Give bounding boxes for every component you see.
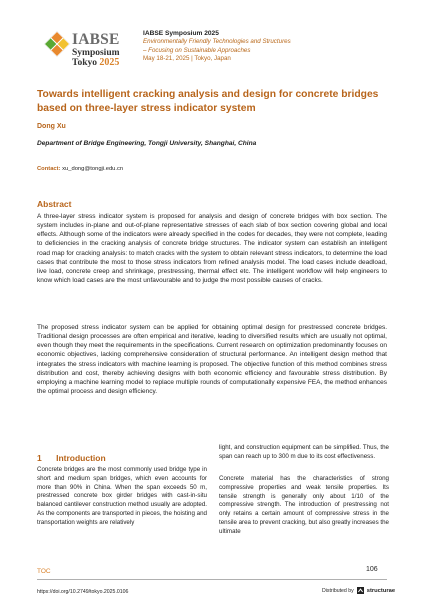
contact-email[interactable]: xu_dong@tongji.edu.cn xyxy=(62,166,124,172)
intro-right-paragraph-2: Concrete material has the characteristics of strong compressive properties and weak tensile properties. Its tensile strength is generally only about 1/10 of the compressive strength. The introduction of prestressing not only retains a certain amount of compressive stress in the tensile area to prevent cracking, but also greatly increases the ultimate xyxy=(219,475,389,535)
distributor-name[interactable]: structurae xyxy=(366,587,396,594)
conference-info xyxy=(143,30,403,63)
logo-iabse-text: IABSE xyxy=(72,31,120,48)
paper-author: Dong Xu xyxy=(37,123,66,130)
logo-year: 2025 xyxy=(99,57,120,68)
logo-symposium-text: Symposium xyxy=(72,47,120,58)
conference-theme-line1: Environmentally Friendly Technologies and Structures xyxy=(143,38,291,46)
abstract-paragraph-1: A three-layer stress indicator system is proposed for analysis and design of concrete bridges with box section. The system includes in-plane and out-of-plane representative stresses of each slab of box section covering global and local effects. Although some of the indicators were already specified in the codes for decades, they were not complete, leading to deficiencies in the cracking analysis of concrete bridge structures. The indicator system can establish an intelligent road map for cracking analysis: to match cracks with the system to obtain relevant stress indicators, to determine the load cases that contribute the most to those stress indicators from refined analysis model. The load cases include deadload, live load, concrete creep and shrinkage, prestressing, thermal effect etc. The intelligent workflow will help engineers to know which load cases are the most unfavourable and to judge the most possible causes of cracks. xyxy=(37,213,387,285)
page-number: 106 xyxy=(366,566,378,573)
symposium-logo xyxy=(72,32,132,69)
logo-city-year xyxy=(72,58,132,69)
structurae-logo-icon xyxy=(357,587,364,594)
section-title: Introduction xyxy=(56,453,106,463)
distributed-by xyxy=(322,587,395,594)
section-number: 1 xyxy=(37,453,42,463)
conference-theme-line2: – Focusing on Sustainable Approaches xyxy=(143,46,251,54)
intro-right-paragraph-1: light, and construction equipment can be simplified. Thus, the span can reach up to 300 m due to its cost effectiveness. xyxy=(219,444,389,460)
footer-divider xyxy=(37,579,387,580)
paper-title: Towards intelligent cracking analysis and design for concrete bridges based on three-layer stress indicator system xyxy=(37,89,379,114)
conference-title: IABSE Symposium 2025 xyxy=(143,30,219,37)
intro-left-column: Concrete bridges are the most commonly used bridge type in short and medium span bridges, which even accounts for more than 90% in China. When the span exceeds 50 m, prestressed concrete box girder bridges with cast-in-situ balanced cantilever construction method usually are adopted. As the components are transported in pieces, the hoisting and transportation weights are relatively xyxy=(37,466,207,526)
logo-city: Tokyo xyxy=(72,58,97,68)
contact-line xyxy=(37,166,123,172)
abstract-paragraph-2: The proposed stress indicator system can be applied for obtaining optimal design for prestressed concrete bridges. Traditional design processes are often empirical and iterative, leading to diversified results which are usually not optimal, even though they meet the requirements in the specifications. Current research on optimization predominantly focuses on economic objectives, lacking comprehensive consideration of structural performance. An intelligent design method that integrates the stress indicators with machine learning is proposed. The objective function of this method combines stress distribution and cost, thereby achieving designs with both economic efficiency and favourable stress distribution. By employing a machine learning model to replace multiple rounds of computationally expensive FEA, the method enhances the optimal process and design efficiency. xyxy=(37,324,387,396)
toc-link[interactable]: TOC xyxy=(37,568,51,575)
conference-date-place: May 18-21, 2025 | Tokyo, Japan xyxy=(143,54,231,62)
contact-label: Contact: xyxy=(37,166,61,172)
author-affiliation: Department of Bridge Engineering, Tongji University, Shanghai, China xyxy=(37,140,257,147)
iabse-logo-icon xyxy=(43,30,71,58)
doi-link[interactable]: https://doi.org/10.2749/tokyo.2025.0106 xyxy=(37,589,129,595)
abstract-heading: Abstract xyxy=(37,199,72,209)
introduction-heading xyxy=(37,453,106,463)
distributed-by-label: Distributed by xyxy=(322,587,354,594)
